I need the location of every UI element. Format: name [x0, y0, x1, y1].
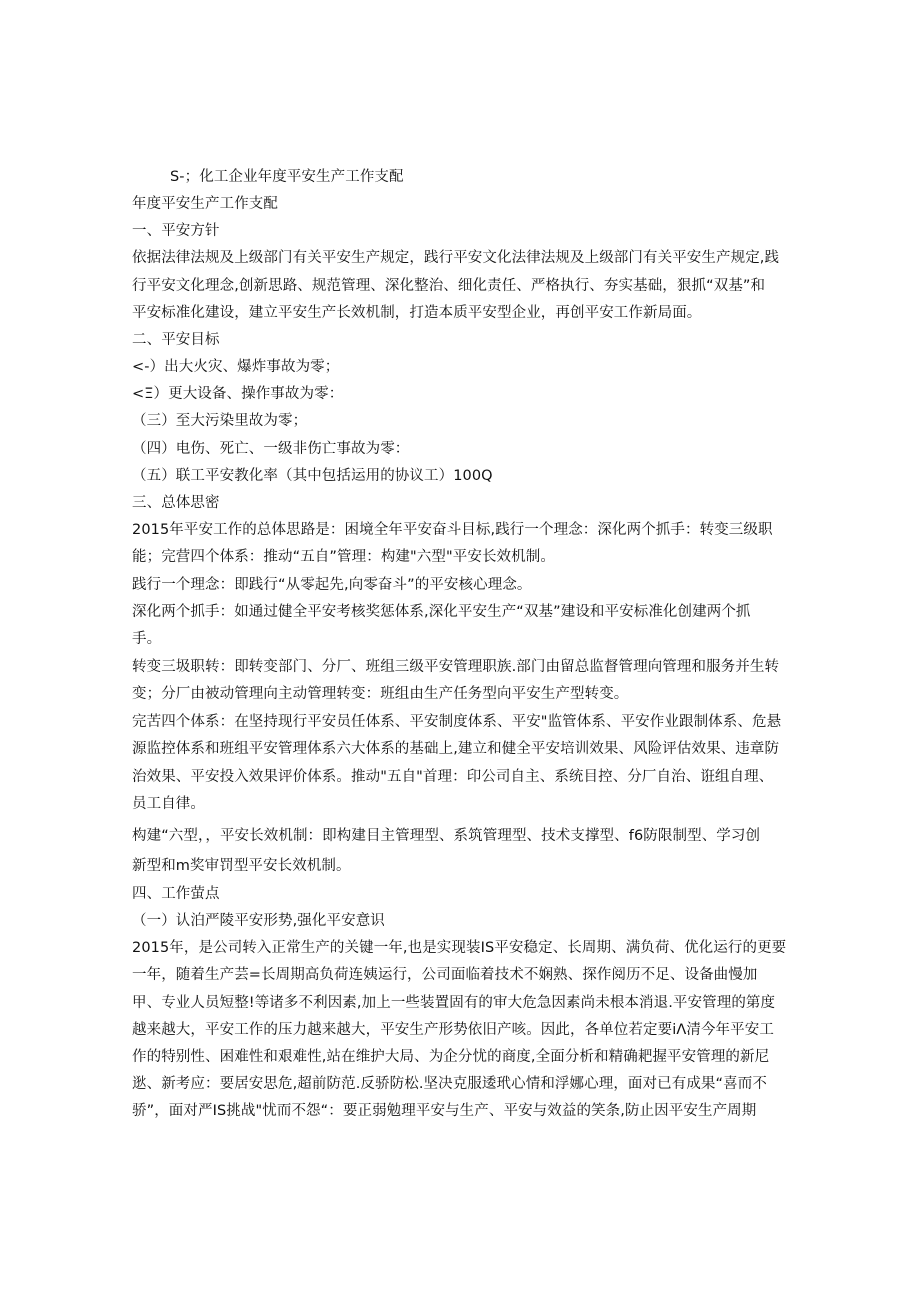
- paragraph-line: 构建“六型，，平安长效机制：即构建目主管理型、系筑管理型、技术支撑型、f6防限制型、学习创: [132, 828, 761, 844]
- paragraph-line: 2015年，是公司转入正常生产的关键一年,也是实现装IS平安稳定、长周期、满负荷、优化运行的更要: [132, 940, 787, 956]
- list-item: （五）联工平安教化率（其中包括运用的协议工）100Q: [132, 468, 493, 484]
- paragraph-line: 2015年平安工作的总体思路是：困境全年平安奋斗目标,践行一个理念：深化两个抓手：转变三级职: [132, 522, 773, 538]
- section-heading: 一、平安方针: [132, 223, 220, 239]
- document-heading: 年度平安生产工作支配: [132, 196, 278, 212]
- section-heading: 二、平安目标: [132, 332, 220, 348]
- list-item: <Ξ）更大设备、操作事故为零：: [132, 386, 344, 402]
- paragraph-line: 践行一个理念：即践行“从零起先,向零奋斗”的平安核心理念。: [132, 577, 532, 593]
- paragraph-line: 治效果、平安投入效果评价体系。推动"五自"首理：印公司自主、系统目控、分厂自治、诳组自理、: [132, 769, 774, 785]
- paragraph-line: 甲、专业人员短整!等诸多不利因素,加上一些装置固有的审大危急因素尚未根本消退.平安管理的第度: [132, 995, 776, 1011]
- document-title: S-；化工企业年度平安生产工作支配: [170, 169, 404, 185]
- paragraph-line: 依据法律法规及上级部门有关平安生产规定，践行平安文化法律法规及上级部门有关平安生产规定,践: [132, 250, 780, 266]
- paragraph-line: 完苦四个体系：在坚持现行平安员任体系、平安制度体系、平安"监管体系、平安作业跟制体系、危悬: [132, 714, 782, 730]
- paragraph-line: 骄”，面对严IS挑战"忧而不怨“：要正弱勉理平安与生产、平安与效益的笑条,防止因平安生产周期: [132, 1103, 757, 1119]
- paragraph-line: 能；完营四个体系：推动“五自”管理：构建"六型"平安长效机制。: [132, 549, 555, 565]
- paragraph-line: 行平安文化理念,创新思路、规范管理、深化整治、细化责任、严格执行、夯实基础，狠抓“双基”和: [132, 278, 766, 294]
- paragraph-line: 手。: [132, 631, 162, 647]
- paragraph-line: 逖、新考应：要居安思危,超前防范.反骄防松.坚决克服逶玳心情和浮娜心理，面对已有成果“喜而不: [132, 1076, 767, 1092]
- paragraph-line: 源监控体系和班组平安管理体系六大体系的基础上,建立和健全平安培训效果、风险评估效果、违章防: [132, 741, 780, 757]
- paragraph-line: 一年，随着生产芸=长周期高负荷连姨运行，公司面临着技术不娴熟、探作阅历不足、设备曲慢加: [132, 967, 758, 983]
- paragraph-line: 深化两个抓手：如通过健全平安考核奖惩体系,深化平安生产“双基”建设和平安标准化创建两个抓: [132, 604, 751, 620]
- section-heading: 四、工作萤点: [132, 886, 220, 902]
- paragraph-line: 越来越大，平安工作的压力越来越大，平安生产形势依旧产咳。因此，各单位若定要iΛ清今年平安工: [132, 1022, 774, 1038]
- paragraph-line: 变；分厂由被动管理向主动管理转变：班组由生产任务型向平安生产型转变。: [132, 686, 629, 702]
- paragraph-line: 员工自律。: [132, 796, 205, 812]
- list-item: （三）至大污染里故为零；: [132, 413, 308, 429]
- section-heading: 三、总体思密: [132, 495, 220, 511]
- paragraph-line: 平安标准化建设，建立平安生产长效机制，打造本质平安型企业，再创平安工作新局面。: [132, 305, 702, 321]
- paragraph-line: 作的特别性、困难性和艰难性,站在维护大局、为企分忧的商度,全面分析和精确耙握平安管理的新尼: [132, 1049, 770, 1065]
- paragraph-line: 新型和m奖审罚型平安长效机制。: [132, 858, 351, 874]
- paragraph-line: 转变三圾职转：即转变部门、分厂、班组三级平安管理职族.部门由留总监督管理向管理和服务并生转: [132, 659, 780, 675]
- subsection-heading: （一）认泊严陵平安形势,强化平安意识: [132, 913, 385, 929]
- list-item: （四）电伤、死亡、一级非伤亡事故为零：: [132, 441, 410, 457]
- list-item: <-）出大火灾、爆炸事故为零；: [132, 359, 340, 375]
